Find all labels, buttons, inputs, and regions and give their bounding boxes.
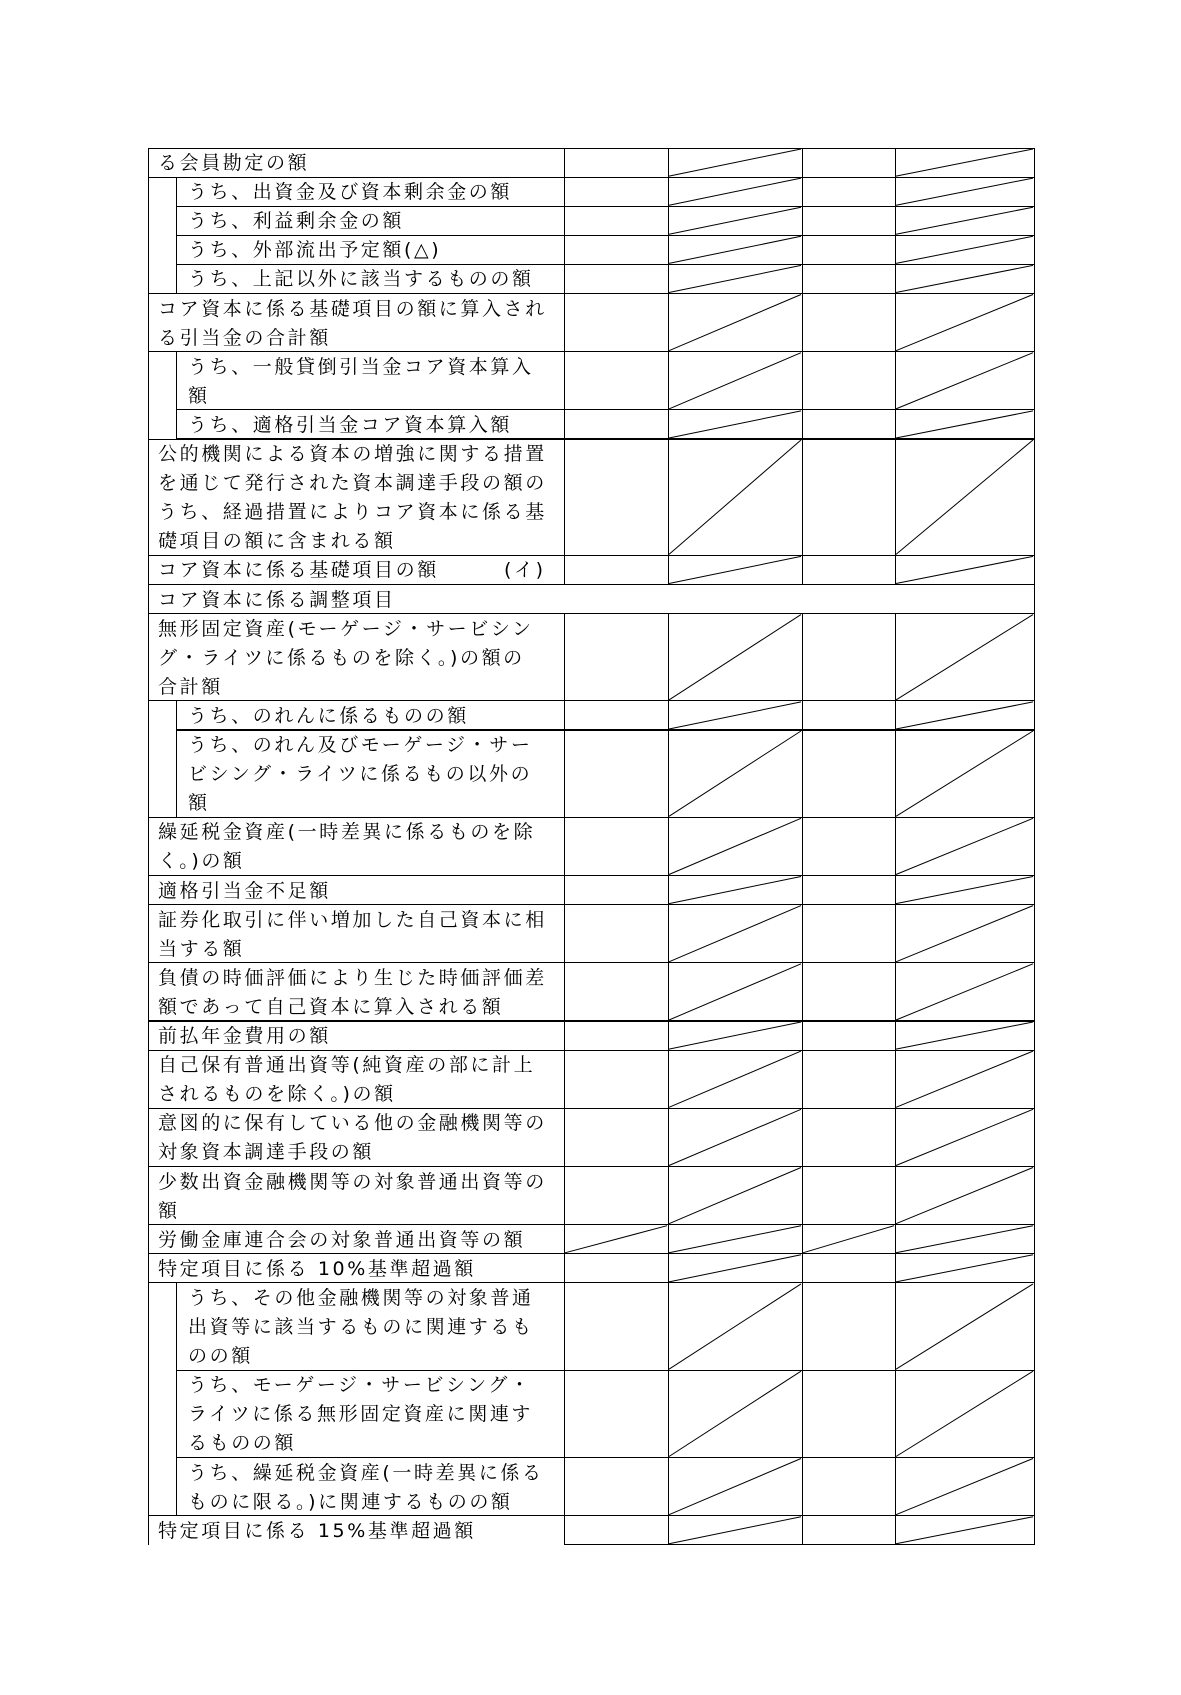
diagonal-slash-mark <box>669 556 801 583</box>
diagonal-slash-mark <box>896 1371 1033 1456</box>
diagonal-slash-mark <box>669 1226 801 1253</box>
diagonal-slash-mark <box>669 906 801 962</box>
row-label: コア資本に係る基礎項目の額 <box>158 559 439 582</box>
diagonal-slash-mark <box>669 1517 801 1544</box>
diagonal-slash-mark <box>669 877 801 904</box>
row-label: うち、その他金融機関等の対象普通 出資等に該当するものに関連するも のの額 <box>188 1286 534 1367</box>
row-label: うち、のれん及びモーゲージ・サー ビシング・ライツに係るもの以外の 額 <box>188 734 533 814</box>
diagonal-slash-mark <box>669 411 801 438</box>
diagonal-slash-mark <box>669 265 801 292</box>
diagonal-slash-mark <box>896 1226 1033 1253</box>
row-label: 特定項目に係る 15%基準超過額 <box>158 1519 476 1542</box>
diagonal-slash-mark <box>896 964 1033 1020</box>
row-label: コア資本に係る調整項目 <box>158 588 396 611</box>
row-label: うち、一般貸倒引当金コア資本算入 額 <box>188 355 534 407</box>
diagonal-slash-mark <box>669 1051 801 1107</box>
row-label: うち、のれんに係るものの額 <box>188 704 469 727</box>
diagonal-slash-mark <box>669 702 801 729</box>
row-label-suffix: (イ) <box>504 559 546 582</box>
row-label: 自己保有普通出資等(純資産の部に計上 されるものを除く。)の額 <box>158 1054 536 1106</box>
diagonal-slash-mark <box>896 1109 1033 1165</box>
diagonal-slash-mark <box>669 1255 801 1282</box>
row-label: 公的機関による資本の増強に関する措置 を通じて発行された資本調達手段の額の うち、経過措置によりコア資本に係る基 礎項目の額に含まれる額 <box>158 443 547 552</box>
diagonal-slash-mark <box>896 1168 1033 1224</box>
diagonal-slash-mark <box>896 556 1033 583</box>
diagonal-slash-mark <box>896 265 1033 292</box>
row-label: うち、出資金及び資本剰余金の額 <box>188 181 513 204</box>
diagonal-slash-mark <box>669 1109 801 1165</box>
diagonal-slash-mark <box>669 818 801 874</box>
diagonal-slash-mark <box>669 1284 801 1369</box>
diagonal-slash-mark <box>669 615 801 700</box>
diagonal-slash-mark <box>896 207 1033 234</box>
row-label: 負債の時価評価により生じた時価評価差 額であって自己資本に算入される額 <box>158 966 547 1018</box>
row-label: 繰延税金資産(一時差異に係るものを除 く。)の額 <box>158 821 536 873</box>
row-label: 労働金庫連合会の対象普通出資等の額 <box>158 1228 526 1251</box>
diagonal-slash-mark <box>669 149 801 176</box>
diagonal-slash-mark <box>896 1051 1033 1107</box>
row-label: 少数出資金融機関等の対象普通出資等の 額 <box>158 1170 547 1222</box>
diagonal-slash-mark <box>896 1255 1033 1282</box>
diagonal-slash-mark <box>896 411 1033 438</box>
diagonal-slash-mark <box>896 1517 1033 1544</box>
diagonal-slash-mark <box>896 236 1033 263</box>
diagonal-slash-mark <box>669 295 801 351</box>
diagonal-slash-mark <box>896 149 1033 176</box>
row-label: 証券化取引に伴い増加した自己資本に相 当する額 <box>158 908 547 960</box>
row-label: コア資本に係る基礎項目の額に算入され る引当金の合計額 <box>158 297 547 349</box>
diagonal-slash-mark <box>896 1284 1033 1369</box>
diagonal-slash-mark <box>803 1226 894 1253</box>
diagonal-slash-mark <box>669 236 801 263</box>
diagonal-slash-mark <box>669 731 801 816</box>
row-label: 意図的に保有している他の金融機関等の 対象資本調達手段の額 <box>158 1112 547 1164</box>
diagonal-slash-mark <box>896 615 1033 700</box>
diagonal-slash-mark <box>896 731 1033 816</box>
diagonal-slash-mark <box>896 818 1033 874</box>
diagonal-slash-mark <box>669 207 801 234</box>
diagonal-slash-mark <box>669 964 801 1020</box>
diagonal-slash-mark <box>669 440 801 554</box>
diagonal-slash-mark <box>565 1226 667 1253</box>
diagonal-slash-mark <box>669 1371 801 1456</box>
diagonal-slash-mark <box>896 295 1033 351</box>
row-label: うち、繰延税金資産(一時差異に係る ものに限る。)に関連するものの額 <box>188 1461 544 1513</box>
row-label: うち、モーゲージ・サービシング・ ライツに係る無形固定資産に関連す るものの額 <box>188 1374 534 1455</box>
diagonal-slash-mark <box>896 178 1033 205</box>
row-label: 無形固定資産(モーゲージ・サービシン グ・ライツに係るものを除く。)の額の 合計額 <box>158 617 534 698</box>
diagonal-slash-mark <box>896 877 1033 904</box>
diagonal-slash-mark <box>896 702 1033 729</box>
diagonal-slash-mark <box>896 1459 1033 1515</box>
diagonal-slash-mark <box>669 178 801 205</box>
diagonal-slash-mark <box>896 353 1033 409</box>
diagonal-slash-mark <box>896 1022 1033 1049</box>
diagonal-slash-mark <box>669 353 801 409</box>
row-label: うち、外部流出予定額(△) <box>188 239 442 262</box>
row-label: うち、上記以外に該当するものの額 <box>188 268 534 291</box>
diagonal-slash-mark <box>669 1022 801 1049</box>
row-label: る会員勘定の額 <box>158 152 310 174</box>
row-label: 適格引当金不足額 <box>158 879 331 902</box>
diagonal-slash-mark <box>669 1459 801 1515</box>
diagonal-slash-mark <box>896 440 1033 554</box>
diagonal-slash-mark <box>669 1168 801 1224</box>
row-label: 前払年金費用の額 <box>158 1025 331 1047</box>
row-label: うち、利益剰余金の額 <box>188 210 405 233</box>
row-label: 特定項目に係る 10%基準超過額 <box>158 1257 476 1280</box>
diagonal-slash-mark <box>896 906 1033 962</box>
row-label: うち、適格引当金コア資本算入額 <box>188 413 513 436</box>
